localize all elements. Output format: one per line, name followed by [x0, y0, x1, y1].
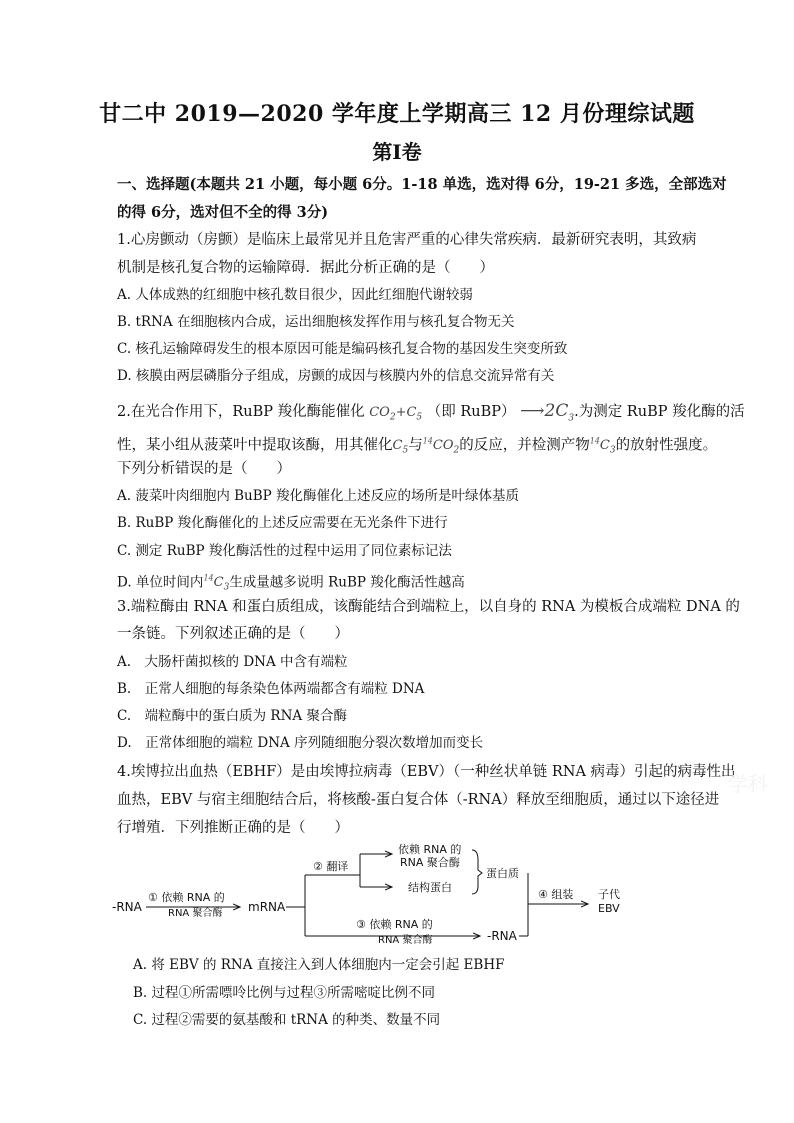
diagram-minus-rna-product: -RNA — [487, 929, 517, 943]
diagram-offspring-line2: EBV — [598, 902, 620, 915]
q2-text-part3: .为测定 RuBP 羧化酶的活 — [574, 404, 745, 420]
diagram-step3-line1: ③ 依赖 RNA 的 — [356, 918, 433, 931]
q3-stem-line2: 一条链。下列叙述正确的是（ ） — [117, 626, 349, 642]
section-instructions-line1: 一、选择题(本题共 21 小题，每小题 6分。1-18 单选，选对得 6分，19-21 多选，全部选对 — [117, 176, 727, 193]
q4-stem-line1: 4.埃博拉出血热（EBHF）是由埃博拉病毒（EBV）（一种丝状单链 RNA 病毒）引起的病毒性出 — [117, 764, 736, 780]
diagram-enzyme-line2: RNA 聚合酶 — [400, 856, 460, 869]
q1-option-c: C. 核孔运输障碍发生的根本原因可能是编码核孔复合物的基因发生突变所致 — [117, 341, 568, 357]
q2-formula-14c3: $^{14}C_3$ — [589, 437, 616, 456]
q2-stem-line1 — [117, 401, 745, 428]
q2-formula-14co2: $^{14}CO_2$ — [422, 437, 460, 456]
q4-stem-line3: 行增殖．下列推断正确的是（ ） — [117, 820, 349, 836]
q2-reaction-arrow: ⟶ — [520, 401, 545, 421]
diagram-mrna: mRNA — [248, 900, 286, 914]
q2-formula-14c3-option: $^{14}C_3$ — [203, 574, 230, 593]
q3-stem-line1: 3.端粒酶由 RNA 和蛋白质组成，该酶能结合到端粒上，以自身的 RNA 为模板合成端粒 DNA 的 — [117, 599, 740, 615]
q2-formula-c5: $C_5$ — [392, 438, 409, 456]
q1-option-d: D. 核膜由两层磷脂分子组成，房颤的成因与核膜内外的信息交流异常有关 — [117, 368, 555, 384]
q3-option-d: D. 正常体细胞的端粒 DNA 序列随细胞分裂次数增加而变长 — [117, 735, 484, 751]
q2-option-a: A. 菠菜叶肉细胞内 BuBP 羧化酶催化上述反应的场所是叶绿体基质 — [117, 488, 520, 504]
page-title: 甘二中 2019—2020 学年度上学期高三 12 月份理综试题 — [99, 101, 695, 127]
q1-stem-line2: 机制是核孔复合物的运输障碍．据此分析正确的是（ ） — [117, 260, 494, 276]
q4-option-b: B. 过程①所需嘌呤比例与过程③所需嘧啶比例不同 — [133, 985, 436, 1001]
diagram-offspring-line1: 子代 — [598, 888, 620, 901]
faint-watermark: 学科 — [728, 772, 768, 796]
diagram-enzyme-line1: 依赖 RNA 的 — [398, 843, 462, 856]
page-subtitle: 第Ⅰ卷 — [372, 140, 422, 164]
diagram-step3-line2: RNA 聚合酶 — [378, 935, 433, 946]
section-instructions-line2: 的得 6分，选对但不全的得 3分) — [117, 204, 329, 221]
diagram-protein: 蛋白质 — [486, 867, 519, 880]
diagram-step1-line2: RNA 聚合酶 — [168, 908, 223, 919]
q1-stem-line1: 1.心房颤动（房颤）是临床上最常见并且危害严重的心律失常疾病．最新研究表明，其致病 — [117, 232, 697, 248]
q1-option-a: A. 人体成熟的红细胞中核孔数目很少，因此红细胞代谢较弱 — [117, 287, 473, 303]
q1-option-b: B. tRNA 在细胞核内合成，运出细胞核发挥作用与核孔复合物无关 — [117, 314, 515, 330]
diagram-structural-protein: 结构蛋白 — [408, 881, 452, 894]
q2-text-part1: 2.在光合作用下，RuBP 羧化酶能催化 — [117, 404, 365, 420]
diagram-step2: ② 翻译 — [313, 860, 349, 873]
q2-formula-product: $2C_3$ — [544, 401, 575, 424]
q2-option-d: D. 单位时间内$^{14}C_3$生成量越多说明 RuBP 羧化酶活性越高 — [117, 574, 465, 593]
diagram-step4: ④ 组装 — [538, 888, 574, 901]
q4-option-a: A. 将 EBV 的 RNA 直接注入到人体细胞内一定会引起 EBHF — [133, 957, 505, 973]
brace-proteins — [472, 850, 482, 894]
q2-option-b: B. RuBP 羧化酶催化的上述反应需要在无光条件下进行 — [117, 515, 448, 531]
q2-option-c: C. 测定 RuBP 羧化酶活性的过程中运用了同位素标记法 — [117, 543, 452, 559]
diagram-step1-line1: ① 依赖 RNA 的 — [148, 891, 225, 904]
q3-option-b: B. 正常人细胞的每条染色体两端都含有端粒 DNA — [117, 681, 425, 697]
q3-option-a: A. 大肠杆菌拟核的 DNA 中含有端粒 — [117, 654, 348, 670]
q4-option-c: C. 过程②需要的氨基酸和 tRNA 的种类、数量不同 — [133, 1012, 441, 1028]
q2-stem-line3: 下列分析错误的是（ ） — [117, 461, 291, 477]
q4-stem-line2: 血热，EBV 与宿主细胞结合后，将核酸-蛋白复合体（-RNA）释放至细胞质，通过以下途径进 — [117, 792, 720, 808]
diagram-minus-rna: -RNA — [112, 900, 142, 914]
q2-stem-line2: 性，某小组从菠菜叶中提取该酶，用其催化$C_5$与$^{14}CO_2$的反应，并检测产物$^{14}C_3$的放射性强度。 — [117, 437, 718, 456]
ebv-replication-diagram — [110, 840, 670, 950]
q2-formula-reactants: $CO_2+C_5$ — [369, 405, 423, 423]
q3-option-c: C. 端粒酶中的蛋白质为 RNA 聚合酶 — [117, 708, 347, 724]
q2-text-part2: （即 RuBP） — [426, 404, 516, 420]
